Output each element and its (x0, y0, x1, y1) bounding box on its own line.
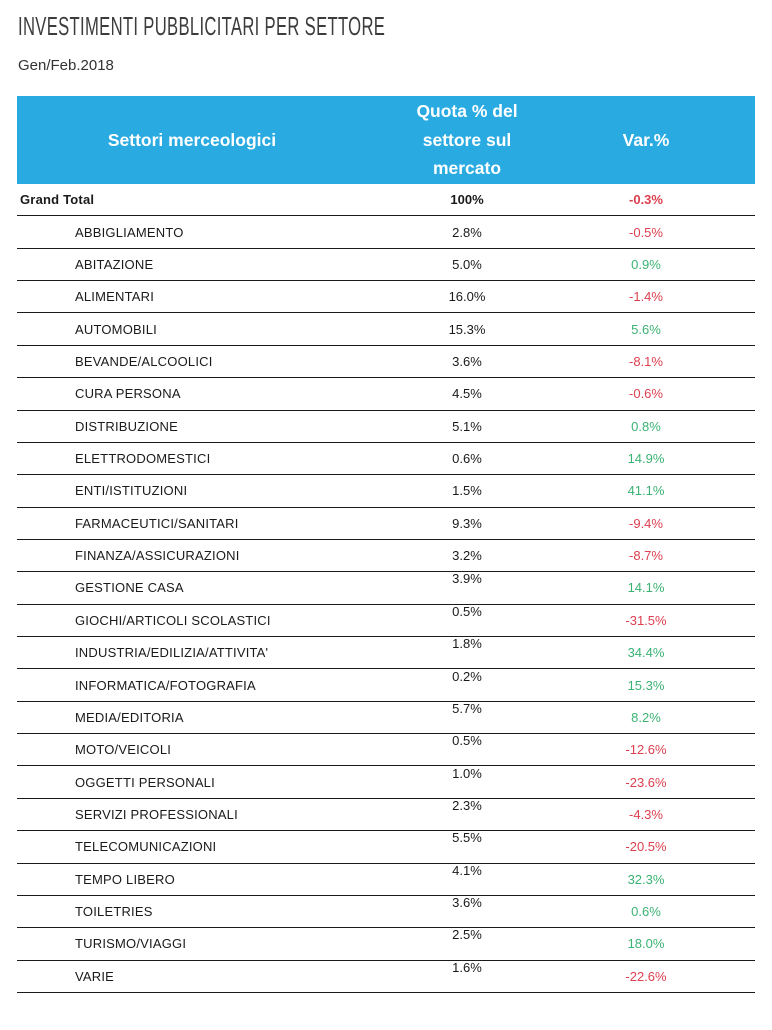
sector-label: GIOCHI/ARTICOLI SCOLASTICI (75, 612, 271, 628)
col-header-settori-merceologici: Settori merceologici (107, 129, 277, 150)
var-value: 34.4% (627, 645, 665, 661)
table-row (17, 961, 755, 993)
var-value: -23.6% (625, 774, 667, 790)
sector-label: GESTIONE CASA (75, 580, 184, 596)
table-row (17, 669, 755, 701)
page-title: INVESTIMENTI PUBBLICITARI PER SETTORE (18, 11, 386, 41)
table-row (17, 443, 755, 475)
quota-value: 2.8% (452, 224, 482, 240)
sector-label: OGGETTI PERSONALI (75, 774, 215, 790)
table-row (17, 896, 755, 928)
table-row (17, 766, 755, 798)
table-row (17, 605, 755, 637)
var-value: 41.1% (627, 483, 665, 499)
quota-value: 3.9% (452, 571, 482, 587)
var-value: -0.3% (629, 192, 663, 208)
sector-label: FARMACEUTICI/SANITARI (75, 515, 239, 531)
var-value: -8.1% (629, 353, 663, 369)
sector-label: TEMPO LIBERO (75, 871, 175, 887)
table-header-row (17, 96, 755, 184)
sector-label: TOILETRIES (75, 904, 153, 920)
table-row (17, 475, 755, 507)
table-row (17, 864, 755, 896)
var-value: 0.6% (631, 904, 661, 920)
sector-label: FINANZA/ASSICURAZIONI (75, 548, 240, 564)
col-header-var-percent: Var.% (622, 129, 670, 150)
quota-value: 0.5% (452, 603, 482, 619)
var-value: 5.6% (631, 321, 661, 337)
quota-value: 1.5% (452, 483, 482, 499)
table-row (17, 799, 755, 831)
var-value: 32.3% (627, 871, 665, 887)
var-value: -0.5% (629, 224, 663, 240)
sector-label: INDUSTRIA/EDILIZIA/ATTIVITA' (75, 645, 269, 661)
sector-label: Grand Total (20, 192, 95, 208)
var-value: -20.5% (625, 839, 667, 855)
var-value: -22.6% (625, 968, 667, 984)
table-body (17, 184, 755, 993)
quota-value: 2.3% (452, 798, 482, 813)
table-row (17, 637, 755, 669)
quota-value: 9.3% (452, 515, 482, 531)
sector-label: INFORMATICA/FOTOGRAFIA (75, 677, 256, 693)
var-value: -1.4% (629, 289, 663, 305)
var-value: -8.7% (629, 548, 663, 564)
table-row (17, 378, 755, 410)
sector-label: ABITAZIONE (75, 256, 154, 272)
table-row (17, 411, 755, 443)
period-label: Gen/Feb.2018 (18, 57, 114, 74)
col-header-quota-percent: Quota % del settore sul mercato (416, 101, 518, 179)
table-row (17, 702, 755, 734)
var-value: 8.2% (631, 709, 661, 725)
table-row (17, 249, 755, 281)
var-value: -31.5% (625, 612, 667, 628)
sector-label: BEVANDE/ALCOOLICI (75, 353, 213, 369)
table-row (17, 313, 755, 345)
sector-label: ELETTRODOMESTICI (75, 451, 211, 467)
grand-total-row (17, 184, 755, 216)
var-value: 18.0% (627, 936, 665, 952)
sector-label: VARIE (75, 968, 115, 984)
var-value: 15.3% (627, 677, 665, 693)
quota-value: 15.3% (448, 321, 486, 337)
table-row (17, 928, 755, 960)
var-value: 0.9% (631, 256, 661, 272)
sector-label: TURISMO/VIAGGI (75, 936, 187, 952)
quota-value: 100% (450, 192, 484, 208)
quota-value: 3.2% (452, 548, 482, 564)
var-value: -0.6% (629, 386, 663, 402)
quota-value: 5.5% (452, 830, 482, 846)
table-row (17, 281, 755, 313)
var-value: -12.6% (625, 742, 667, 758)
table-row (17, 508, 755, 540)
report-page (0, 13, 772, 993)
var-value: -9.4% (629, 515, 663, 531)
sector-label: DISTRIBUZIONE (75, 418, 178, 434)
quota-value: 3.6% (452, 895, 482, 911)
sector-label: ENTI/ISTITUZIONI (75, 483, 188, 499)
quota-value: 0.6% (452, 451, 482, 467)
sector-label: ABBIGLIAMENTO (75, 224, 184, 240)
sector-label: TELECOMUNICAZIONI (75, 839, 217, 855)
quota-value: 4.1% (452, 862, 482, 878)
sector-label: MEDIA/EDITORIA (75, 709, 184, 725)
var-value: -4.3% (629, 807, 663, 822)
sector-label: CURA PERSONA (75, 386, 181, 402)
var-value: 14.1% (627, 580, 665, 596)
table-row (17, 346, 755, 378)
sector-label: AUTOMOBILI (75, 321, 157, 337)
sector-label: SERVIZI PROFESSIONALI (75, 807, 238, 822)
quota-value: 5.7% (452, 700, 482, 716)
quota-value: 2.5% (452, 927, 482, 943)
table-row (17, 734, 755, 766)
table-row (17, 540, 755, 572)
quota-value: 16.0% (448, 289, 486, 305)
quota-value: 1.8% (452, 636, 482, 652)
table-row (17, 216, 755, 248)
quota-value: 4.5% (452, 386, 482, 402)
quota-value: 1.0% (452, 765, 482, 781)
quota-value: 0.5% (452, 733, 482, 749)
sector-label: ALIMENTARI (75, 289, 155, 305)
quota-value: 5.0% (452, 256, 482, 272)
sector-table (17, 96, 755, 993)
var-value: 14.9% (627, 451, 665, 467)
quota-value: 5.1% (452, 418, 482, 434)
table-row (17, 831, 755, 863)
sector-label: MOTO/VEICOLI (75, 742, 172, 758)
quota-value: 3.6% (452, 353, 482, 369)
quota-value: 1.6% (452, 959, 482, 975)
var-value: 0.8% (631, 418, 661, 434)
table-row (17, 572, 755, 604)
quota-value: 0.2% (452, 668, 482, 684)
